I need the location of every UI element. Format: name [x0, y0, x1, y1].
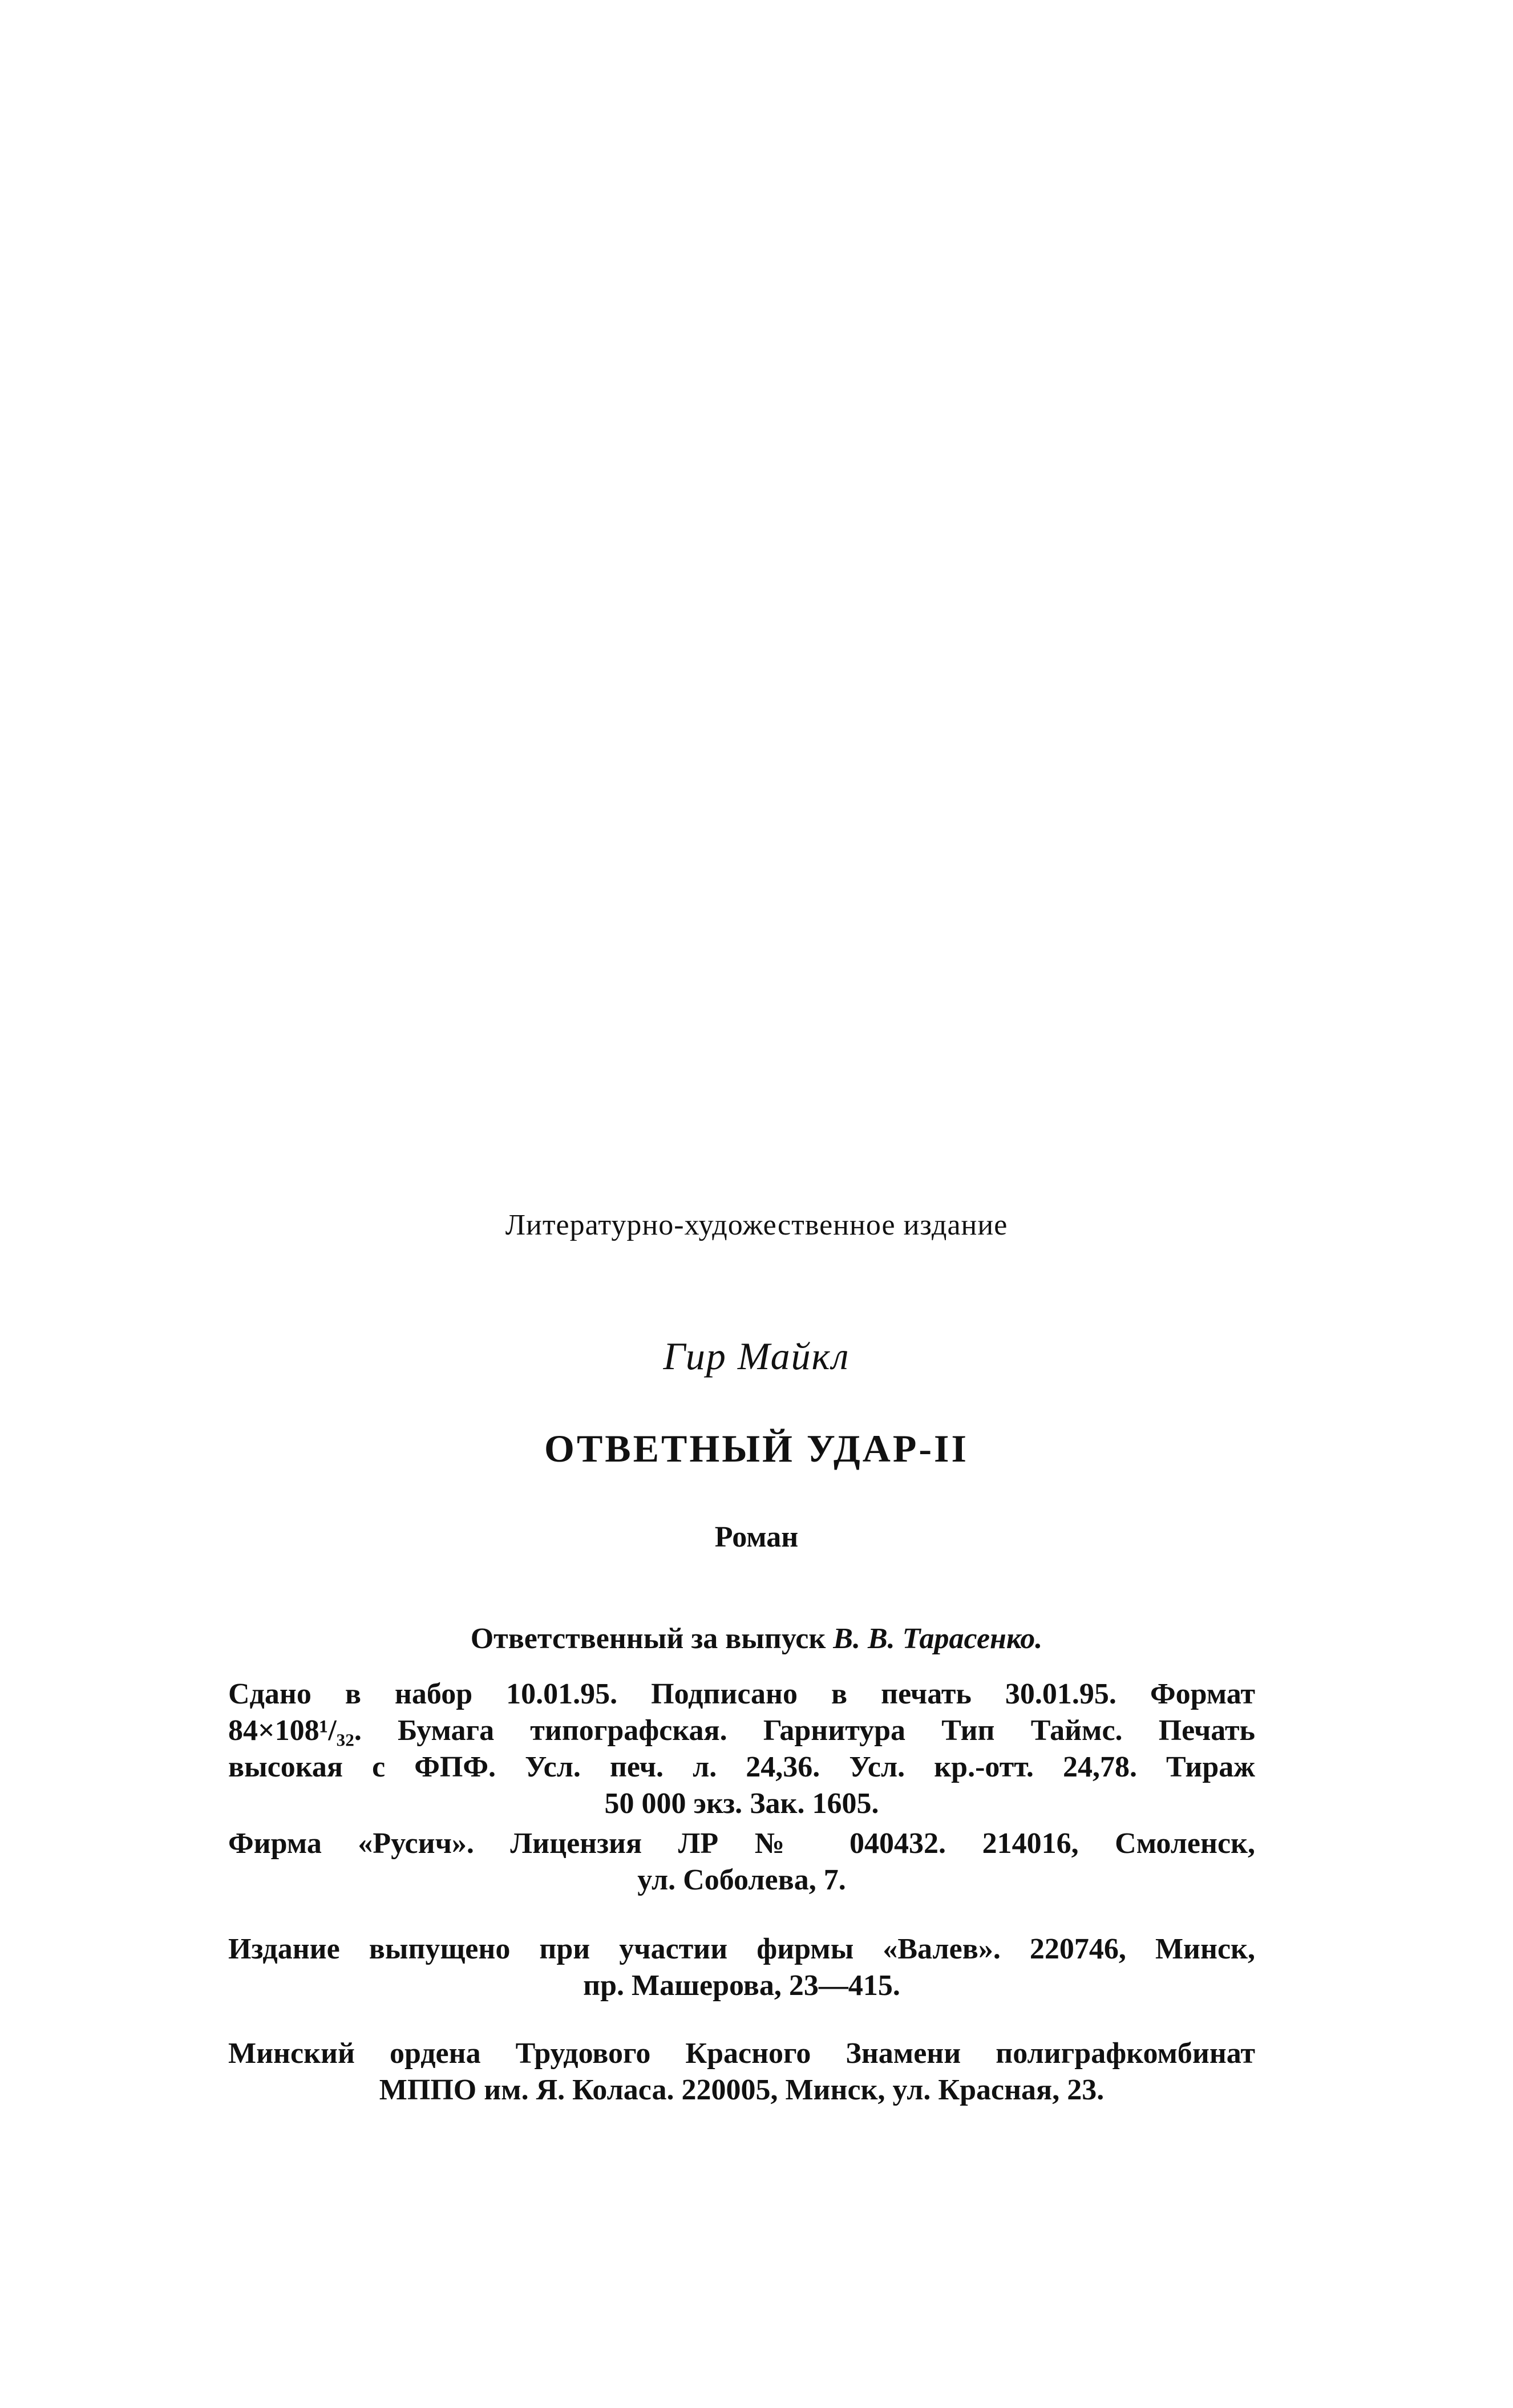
responsible-editor-name: В. В. Тарасенко.	[833, 1622, 1043, 1655]
printing-details-line: Сдано в набор 10.01.95. Подписано в печать 30.01.95. Формат	[228, 1678, 1255, 1710]
printing-details	[228, 1676, 1255, 1822]
printing-details-line: 84×108¹/₃₂. Бумага типографская. Гарнитура Тип Таймс. Печать	[228, 1714, 1255, 1747]
genre-label: Литературно-художественное издание	[505, 1209, 1008, 1241]
publisher-firm-line: ул. Соболева, 7.	[637, 1864, 846, 1896]
edition-partner	[228, 1931, 1255, 2004]
edition-partner-line: пр. Машерова, 23—415.	[583, 1969, 900, 2002]
responsible-editor-line	[0, 1622, 1513, 1656]
book-subtitle: Роман	[714, 1521, 799, 1553]
publisher-firm	[228, 1826, 1255, 1899]
printing-house	[228, 2035, 1255, 2108]
publisher-firm-line: Фирма «Русич». Лицензия ЛР № 040432. 214016, Смоленск,	[228, 1827, 1255, 1860]
book-title: ОТВЕТНЫЙ УДАР-II	[544, 1427, 969, 1470]
printing-house-line: МППО им. Я. Коласа. 220005, Минск, ул. Красная, 23.	[379, 2074, 1105, 2106]
responsible-editor-label: Ответственный за выпуск	[470, 1622, 826, 1655]
printing-details-line: высокая с ФПФ. Усл. печ. л. 24,36. Усл. кр.-отт. 24,78. Тираж	[228, 1751, 1255, 1783]
author-name: Гир Майкл	[663, 1334, 850, 1378]
edition-partner-line: Издание выпущено при участии фирмы «Валев». 220746, Минск,	[228, 1933, 1255, 1965]
printing-house-line: Минский ордена Трудового Красного Знамени полиграфкомбинат	[228, 2037, 1255, 2070]
printing-details-line: 50 000 экз. Зак. 1605.	[604, 1787, 879, 1820]
